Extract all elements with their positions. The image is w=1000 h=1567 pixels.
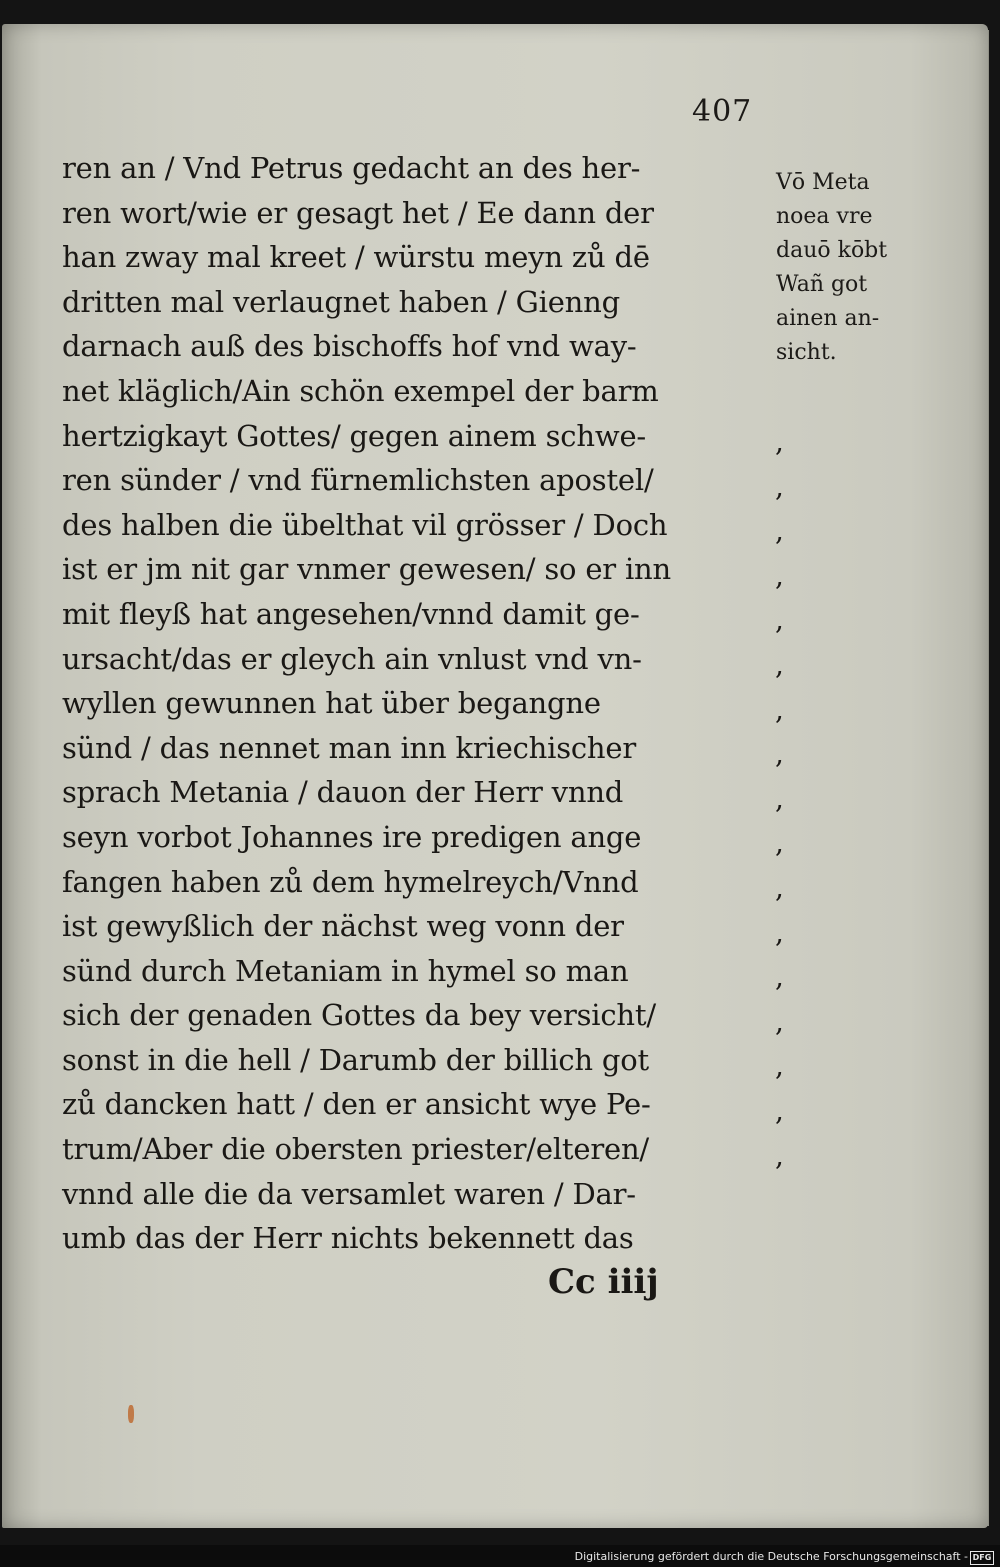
text-line: mit fleyß hat angesehen/vnnd damit ge-: [62, 596, 640, 631]
marginal-commas: [775, 420, 795, 1178]
text-line: net kläglich/Ain schön exempel der barm: [62, 373, 659, 408]
ink-stain: [128, 1405, 134, 1423]
text-line: ist er jm nit gar vnmer gewesen/ so er inn: [62, 552, 671, 587]
text-line: zů dancken hatt / den er ansicht wye Pe-: [62, 1087, 651, 1122]
text-line: seyn vorbot Johannes ire predigen ange: [62, 819, 642, 854]
marginal-comma: ,: [775, 1138, 784, 1172]
footer-credit: Digitalisierung gefördert durch die Deutsche Forschungsgemeinschaft -: [574, 1550, 968, 1563]
text-line: fangen haben zů dem hymelreych/Vnnd: [62, 864, 639, 899]
text-line: sprach Metania / dauon der Herr vnnd: [62, 775, 624, 810]
text-line: darnach auß des bischoffs hof vnd way-: [62, 329, 637, 364]
text-line: sünd / das nennet man inn kriechischer: [62, 730, 637, 765]
marginal-comma: ,: [775, 1004, 784, 1038]
margin-note-line: Wañ got: [776, 272, 868, 297]
text-line: trum/Aber die obersten priester/elteren/: [62, 1132, 649, 1167]
text-line: umb das der Herr nichts bekennett das: [62, 1221, 634, 1256]
marginal-comma: ,: [775, 647, 784, 681]
text-line: ren an / Vnd Petrus gedacht an des her-: [62, 151, 641, 185]
marginal-comma: ,: [775, 737, 784, 771]
text-line: sich der genaden Gottes da bey versicht/: [62, 998, 656, 1033]
marginal-comma: ,: [775, 558, 784, 592]
text-line: sünd durch Metaniam in hymel so man: [62, 953, 629, 988]
text-line: ren sünder / vnd fürnemlichsten apostel/: [62, 463, 654, 498]
marginal-comma: ,: [775, 514, 784, 548]
marginal-comma: ,: [775, 425, 784, 458]
marginal-comma: ,: [775, 1093, 784, 1127]
marginal-comma: ,: [775, 781, 784, 815]
marginal-comma: ,: [775, 870, 784, 904]
marginal-comma: ,: [775, 603, 784, 637]
text-line: dritten mal verlaugnet haben / Gienng: [62, 284, 620, 319]
marginal-comma: ,: [775, 692, 784, 726]
text-line: ursacht/das er gleych ain vnlust vnd vn-: [62, 641, 642, 676]
margin-note-line: dauō kōbt: [776, 238, 888, 263]
text-line: han zway mal kreet / würstu meyn zů dē: [62, 240, 650, 275]
dfg-logo: DFG: [970, 1551, 994, 1565]
margin-note-line: Vō Meta: [776, 170, 870, 195]
text-line: sonst in die hell / Darumb der billich got: [62, 1042, 650, 1077]
text-line: vnnd alle die da versamlet waren / Dar-: [62, 1176, 636, 1211]
margin-note: [776, 166, 926, 370]
main-text-block: [62, 146, 777, 1261]
signature-mark: Cc iiij: [548, 1262, 659, 1302]
text-line: ist gewyßlich der nächst weg vonn der: [62, 909, 624, 944]
margin-note-line: noea vre: [776, 204, 873, 229]
marginal-comma: ,: [775, 915, 784, 949]
text-line: wyllen gewunnen hat über begangne: [62, 686, 601, 721]
margin-note-line: sicht.: [776, 340, 837, 365]
marginal-comma: ,: [775, 1049, 784, 1083]
marginal-comma: ,: [775, 826, 784, 860]
page-number: 407: [692, 94, 753, 129]
text-line: des halben die übelthat vil grösser / Doch: [62, 507, 668, 542]
margin-note-line: ainen an-: [776, 306, 880, 331]
marginal-comma: ,: [775, 960, 784, 994]
text-line: hertzigkayt Gottes/ gegen ainem schwe-: [62, 418, 647, 453]
marginal-comma: ,: [775, 469, 784, 503]
text-line: ren wort/wie er gesagt het / Ee dann der: [62, 195, 654, 230]
